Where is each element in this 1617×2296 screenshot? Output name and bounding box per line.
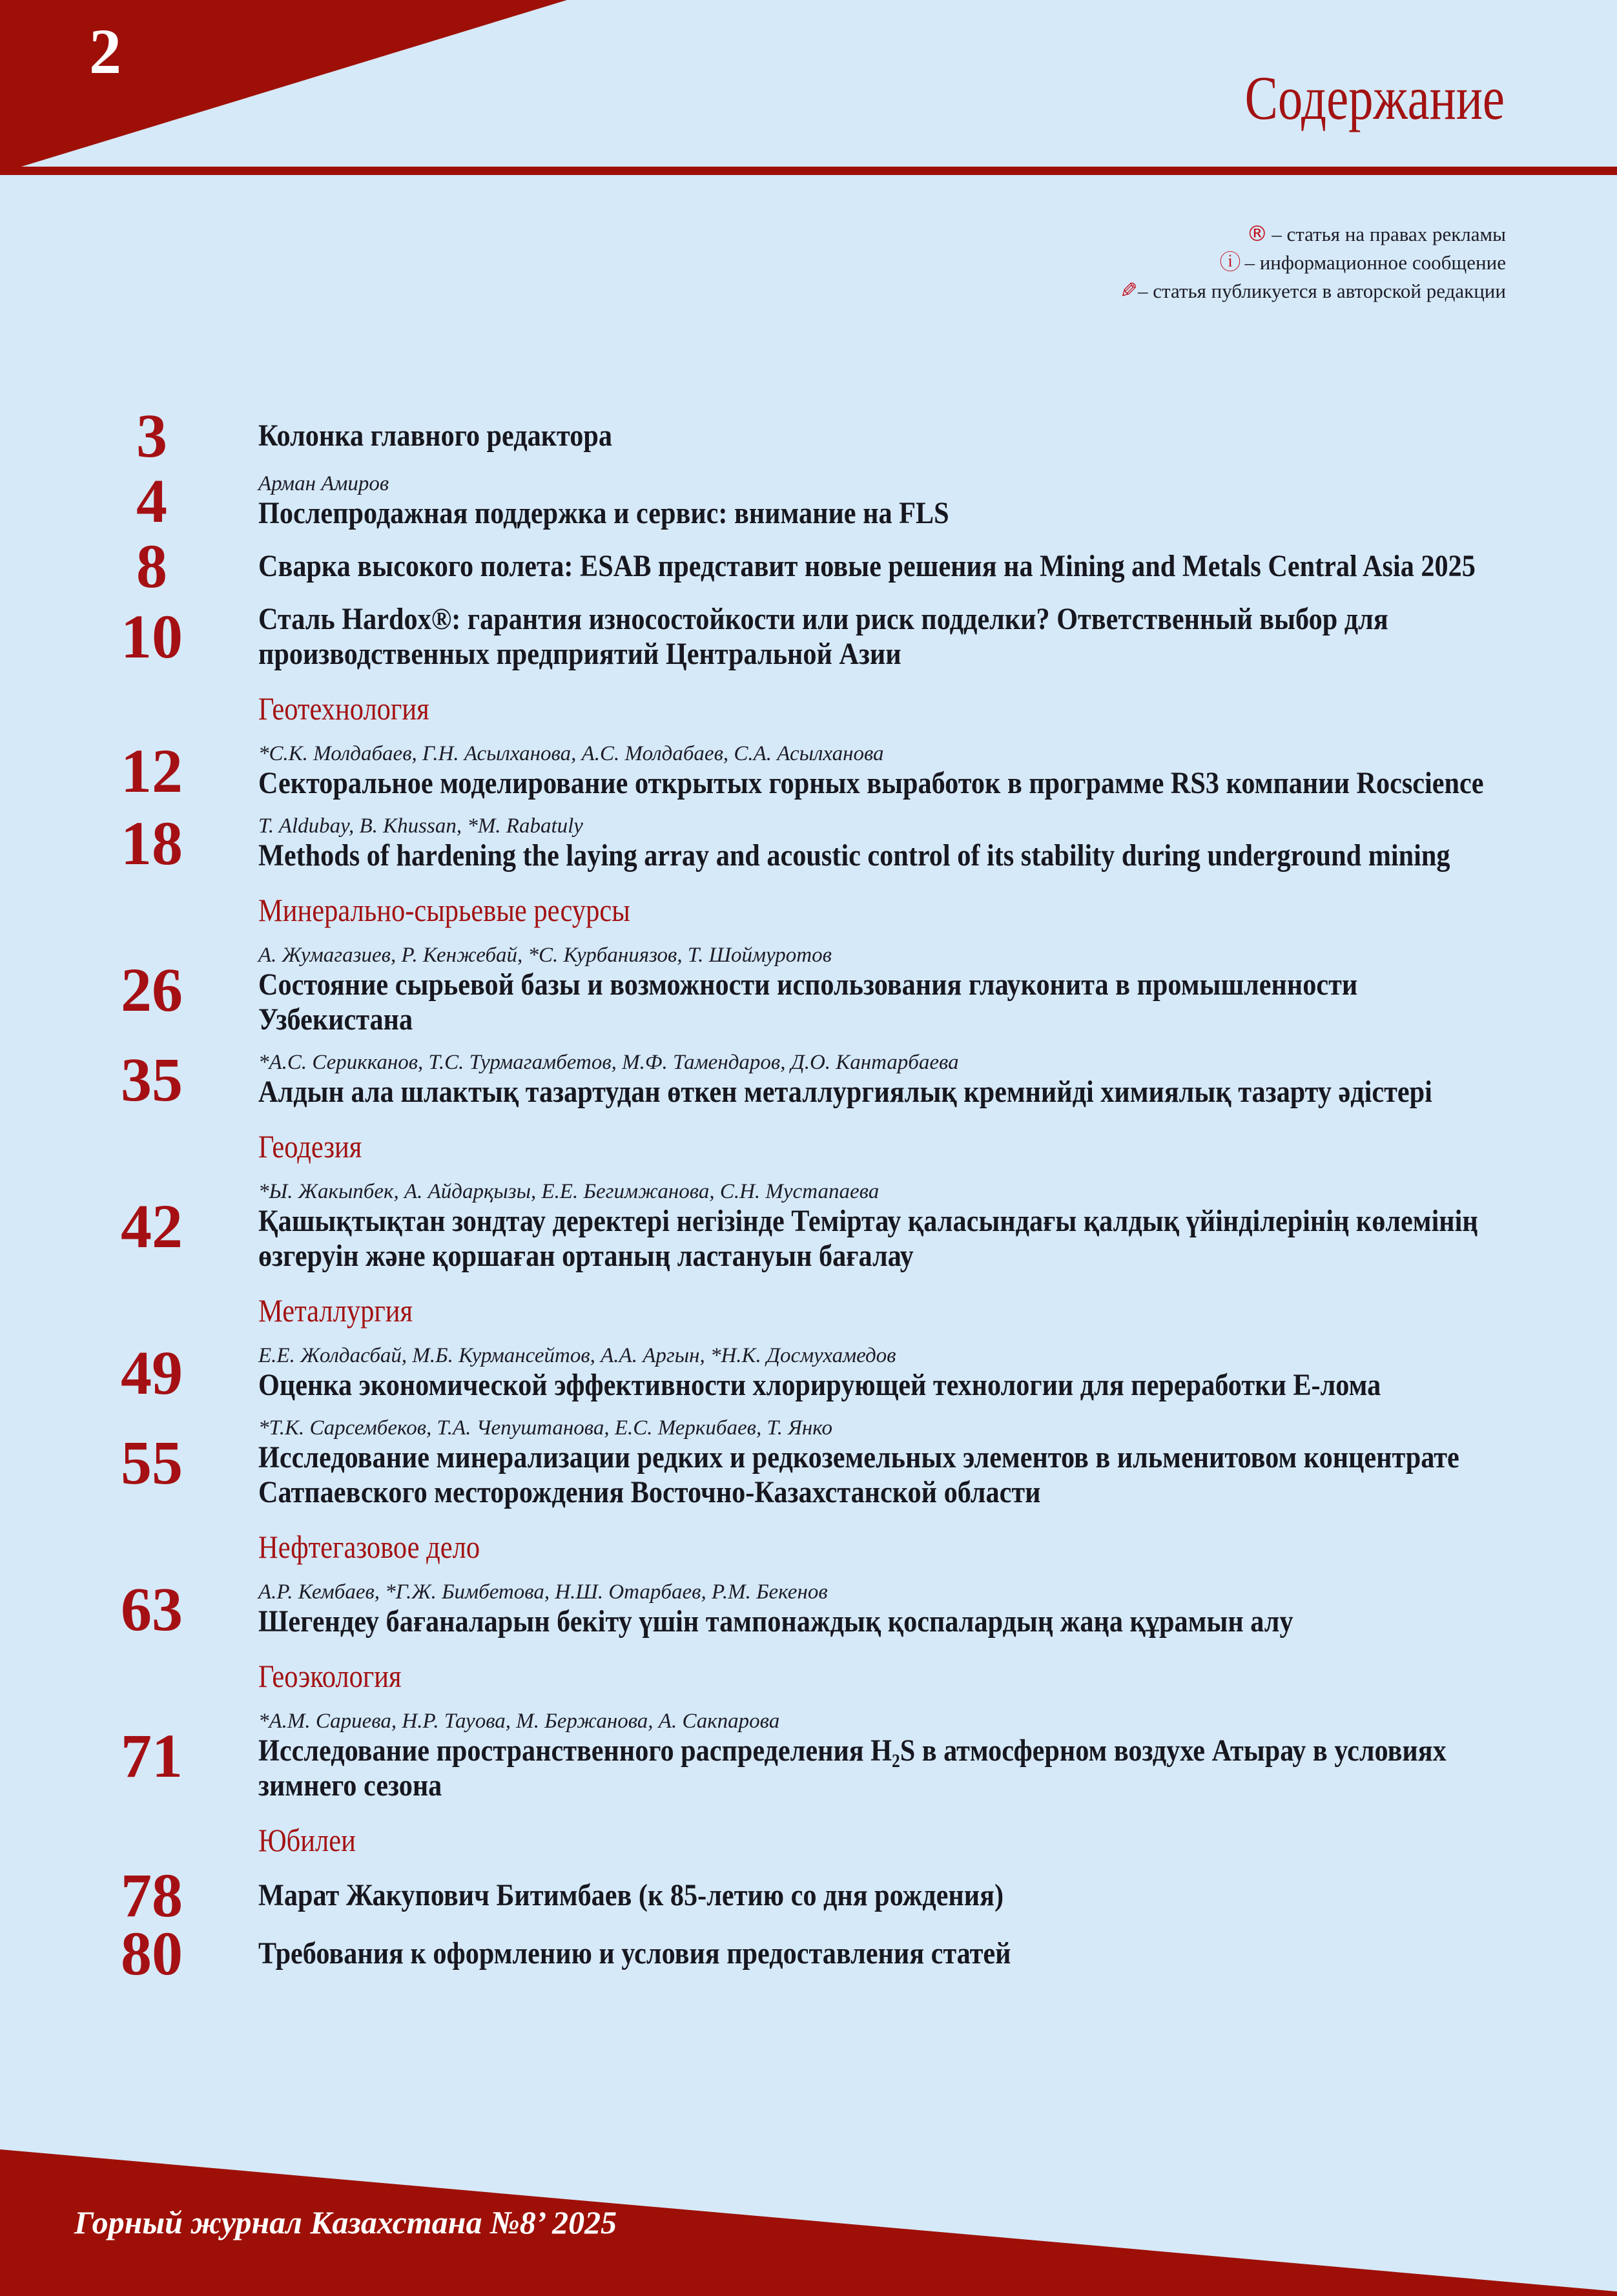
toc-entry [0,401,1617,470]
toc-entry [0,532,1617,601]
toc-entry-content [258,1050,1507,1110]
toc-entry [0,736,1617,805]
entry-title [258,1204,1507,1274]
toc-section-content [258,1660,1507,1692]
toc-page-number: 63 [121,1575,183,1644]
entry-title-line: өзгеруін және қоршаған ортаның ластануын бағалау [258,1239,914,1273]
toc-entry [0,1045,1617,1114]
toc-page-number: 78 [121,1861,183,1930]
entry-title-line: Қашықтықтан зондтау деректері негізінде Теміртау қаласындағы қалдық үйінділерінің көлемінің [258,1204,1478,1238]
legend-text: – статья на правах рекламы [1272,223,1506,245]
section-heading: Нефтегазовое дело [258,1529,480,1565]
toc-section [0,1824,1617,1856]
entry-title [258,1440,1507,1510]
toc-entry-content [258,814,1507,873]
toc-entry [0,1919,1617,1988]
entry-title [258,1604,1507,1639]
toc-page-number: 12 [121,736,183,805]
entry-title-line: Послепродажная поддержка и сервис: внимание на FLS [258,496,949,530]
toc-entry-content [258,419,1507,453]
entry-title [258,419,1507,453]
legend [1116,220,1506,305]
entry-title [258,1075,1507,1110]
toc-section-content [258,894,1507,926]
entry-title-line: Исследование пространственного распределения H₂S в атмосферном воздухе Атырау в условиях [258,1733,1447,1768]
toc-section-content [258,1130,1507,1163]
entry-authors: Е.Е. Жолдасбай, М.Б. Курмансейтов, А.А. Аргын, *Н.К. Досмухамедов [258,1344,896,1367]
toc-entry-content [258,1709,1507,1803]
entry-title-line: Исследование минерализации редких и редкоземельных элементов в ильменитовом концентрате [258,1440,1459,1474]
entry-authors: Арман Амиров [258,472,389,495]
toc-section [0,1294,1617,1327]
toc-page-number: 35 [121,1045,183,1114]
entry-authors: А.Р. Кембаев, *Г.Ж. Бимбетова, Н.Ш. Отарбаев, Р.М. Бекенов [258,1580,828,1604]
page-title: Содержание [1244,63,1505,132]
toc-section-content [258,1294,1507,1327]
toc-entry-content [258,741,1507,801]
toc-page-number: 4 [136,466,167,535]
legend-text: – статья публикуется в авторской редакции [1138,280,1506,302]
toc-page-number: 55 [121,1428,183,1497]
toc-entry-content [258,943,1507,1037]
toc-page-number: 18 [121,809,183,878]
entry-title-line: зимнего сезона [258,1768,442,1803]
entry-title-line: Шегендеу бағаналарын бекіту үшін тампонаждық қоспалардың жаңа құрамын алу [258,1604,1293,1639]
journal-footer-title: Горный журнал Казахстана №8’ 2025 [74,2204,617,2240]
toc-entry [0,1338,1617,1407]
section-heading: Металлургия [258,1292,413,1329]
toc-entry-content [258,1936,1507,1971]
entry-title [258,838,1507,873]
entry-title-line: Сварка высокого полета: ESAB представит новые решения на Mining and Metals Central Asia 2025 [258,549,1476,583]
toc-page-number: 80 [121,1919,183,1988]
section-heading: Геоэкология [258,1658,402,1694]
toc-section-content [258,1531,1507,1563]
toc-section [0,1660,1617,1692]
section-heading: Геодезия [258,1128,362,1164]
page-corner-number: 2 [89,16,121,87]
entry-authors: *Т.К. Сарсембеков, Т.А. Чепуштанова, Е.С. Меркибаев, Т. Янко [258,1416,832,1440]
toc-list [0,401,1617,1989]
toc-entry [0,1709,1617,1803]
section-heading: Минерально-сырьевые ресурсы [258,892,630,928]
toc-entry [0,466,1617,535]
toc-entry-content [258,1878,1507,1913]
toc-section [0,894,1617,926]
toc-section [0,1130,1617,1163]
toc-entry-content [258,1416,1507,1510]
entry-authors: *А.С. Серикканов, Т.С. Турмагамбетов, М.Ф. Тамендаров, Д.О. Кантарбаева [258,1051,959,1074]
entry-title-line: Колонка главного редактора [258,419,612,453]
entry-title [258,967,1507,1037]
entry-authors: *А.М. Сариева, Н.Р. Тауова, М. Бержанова, А. Сакпарова [258,1710,780,1733]
toc-entry [0,1179,1617,1274]
legend-line [1116,220,1506,248]
toc-entry-content [258,471,1507,531]
entry-title-line: Сталь Hardox®: гарантия износостойкости или риск подделки? Ответственный выбор для [258,602,1388,636]
toc-page-number: 71 [121,1721,183,1790]
entry-title-line: Methods of hardening the laying array and acoustic control of its stability during underground mining [258,838,1450,873]
entry-title-line: Состояние сырьевой базы и возможности использования глауконита в промышленности [258,967,1358,1002]
toc-entry [0,943,1617,1037]
section-heading: Геотехнология [258,690,429,727]
toc-page-number: 49 [121,1338,183,1407]
author-edition-pencil-icon: ✎ [1120,278,1138,303]
entry-title [258,1733,1507,1803]
toc-page-number: 26 [121,955,183,1024]
toc-entry [0,809,1617,878]
entry-title-line: Алдын ала шлактық тазартудан өткен металлургиялық кремнийді химиялық тазарту әдістері [258,1075,1432,1109]
entry-title-line: Марат Жакупович Битимбаев (к 85-летию со дня рождения) [258,1878,1004,1912]
toc-section [0,1531,1617,1563]
entry-title-line: Узбекистана [258,1002,413,1037]
toc-section-content [258,1824,1507,1856]
entry-title [258,1936,1507,1971]
entry-authors: *Ы. Жакыпбек, А. Айдарқызы, Е.Е. Бегимжанова, С.Н. Мустапаева [258,1180,880,1203]
toc-section-content [258,692,1507,725]
toc-entry [0,1575,1617,1644]
entry-title-line: производственных предприятий Центральной Азии [258,637,901,671]
entry-title [258,1368,1507,1403]
entry-authors: А. Жумагазиев, Р. Кенжебай, *С. Курбаниязов, Т. Шоймуротов [258,944,832,967]
info-message-icon: ⓘ [1219,249,1241,274]
legend-line [1116,248,1506,276]
toc-entry-content [258,549,1507,584]
section-heading: Юбилеи [258,1822,356,1858]
entry-title-line: Сатпаевского месторождения Восточно-Казахстанской области [258,1475,1041,1509]
toc-entry [0,1416,1617,1510]
entry-title [258,549,1507,584]
entry-title [258,602,1507,672]
toc-page-number: 42 [121,1192,183,1261]
toc-page-number: 10 [121,602,183,671]
entry-title-line: Секторальное моделирование открытых горных выработок в программе RS3 компании Rocscience [258,766,1484,800]
entry-title [258,1878,1507,1913]
entry-title-line: Оценка экономической эффективности хлорирующей технологии для переработки Е-лома [258,1368,1381,1402]
toc-entry [0,602,1617,672]
advertising-article-icon: ® [1246,221,1268,246]
entry-authors: T. Aldubay, B. Khussan, *M. Rabatuly [258,814,583,838]
entry-title [258,766,1507,801]
toc-entry-content [258,1179,1507,1274]
entry-title [258,496,1507,531]
toc-page-number: 8 [136,532,167,601]
toc-entry-content [258,1343,1507,1403]
toc-page-number: 3 [136,401,167,470]
toc-entry-content [258,1580,1507,1639]
legend-text: – информационное сообщение [1244,251,1506,274]
entry-authors: *С.К. Молдабаев, Г.Н. Асылханова, А.С. Молдабаев, С.А. Асылханова [258,742,884,765]
entry-title-line: Требования к оформлению и условия предоставления статей [258,1936,1011,1970]
toc-section [0,692,1617,725]
legend-line [1116,276,1506,305]
toc-entry-content [258,602,1507,672]
toc-entry [0,1861,1617,1930]
